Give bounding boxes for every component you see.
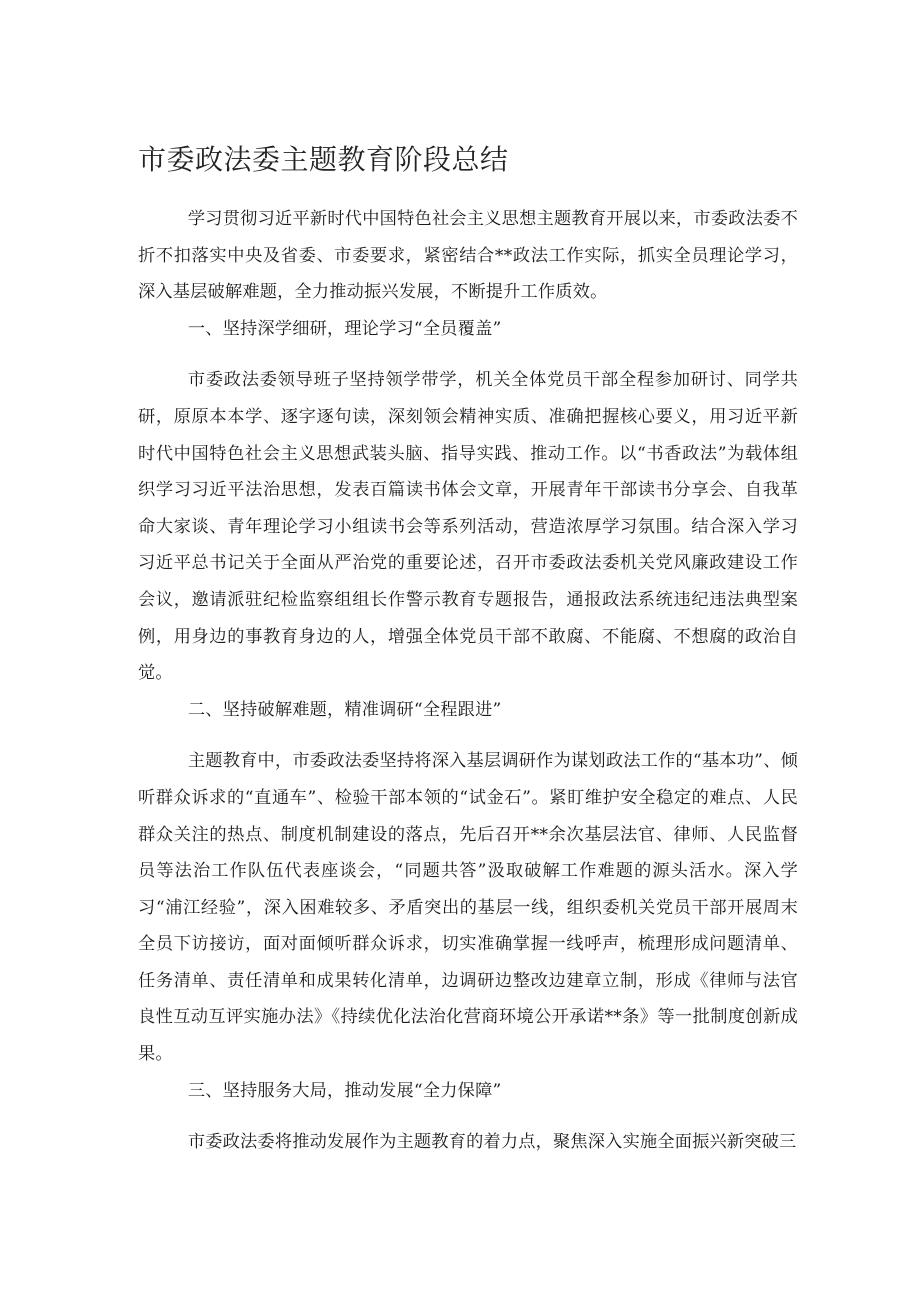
section-1-paragraph: 市委政法委领导班子坚持领学带学，机关全体党员干部全程参加研讨、同学共研，原原本本学、逐字逐句读，深刻领会精神实质、准确把握核心要义，用习近平新时代中国特色社会主义思想武装头脑、指导实践、推动工作。以“书香政法”为载体组织学习习近平法治思想，发表百篇读书体会文章，开展青年干部读书分享会、自我革命大家谈、青年理论学习小组读书会等系列活动，营造浓厚学习氛围。结合深入学习习近平总书记关于全面从严治党的重要论述，召开市委政法委机关党风廉政建设工作会议，邀请派驻纪检监察组组长作警示教育专题报告，通报政法系统违纪违法典型案例，用身边的事教育身边的人，增强全体党员干部不敢腐、不能腐、不想腐的政治自觉。 (138, 370, 798, 684)
document-body (138, 201, 798, 1161)
section-heading-3: 三、坚持服务大局，推动发展“全力保障” (187, 1080, 502, 1101)
section-2-paragraph: 主题教育中，市委政法委坚持将深入基层调研作为谋划政法工作的“基本功”、倾听群众诉求的“直通车”、检验干部本领的“试金石”。紧盯维护安全稳定的难点、人民群众关注的热点、制度机制建设的落点，先后召开**余次基层法官、律师、人民监督员等法治工作队伍代表座谈会，“同题共答”汲取破解工作难题的源头活水。深入学习“浦江经验”，深入困难较多、矛盾突出的基层一线，组织委机关党员干部开展周末全员下访接访，面对面倾听群众诉求，切实准确掌握一线呼声，梳理形成问题清单、任务清单、责任清单和成果转化清单，边调研边整改边建章立制，形成《律师与法官良性互动互评实施办法》《持续优化法治化营商环境公开承诺**条》等一批制度创新成果。 (138, 751, 798, 1065)
intro-paragraph: 学习贯彻习近平新时代中国特色社会主义思想主题教育开展以来，市委政法委不折不扣落实中央及省委、市委要求，紧密结合**政法工作实际，抓实全员理论学习，深入基层破解难题，全力推动振兴发展，不断提升工作质效。 (138, 209, 798, 303)
section-heading-1: 一、坚持深学细研，理论学习“全员覆盖” (187, 318, 502, 339)
document-title: 市委政法委主题教育阶段总结 (138, 143, 509, 176)
section-3-paragraph: 市委政法委将推动发展作为主题教育的着力点，聚焦深入实施全面振兴新突破三 (187, 1132, 797, 1153)
section-heading-2: 二、坚持破解难题，精准调研“全程跟进” (187, 699, 502, 720)
